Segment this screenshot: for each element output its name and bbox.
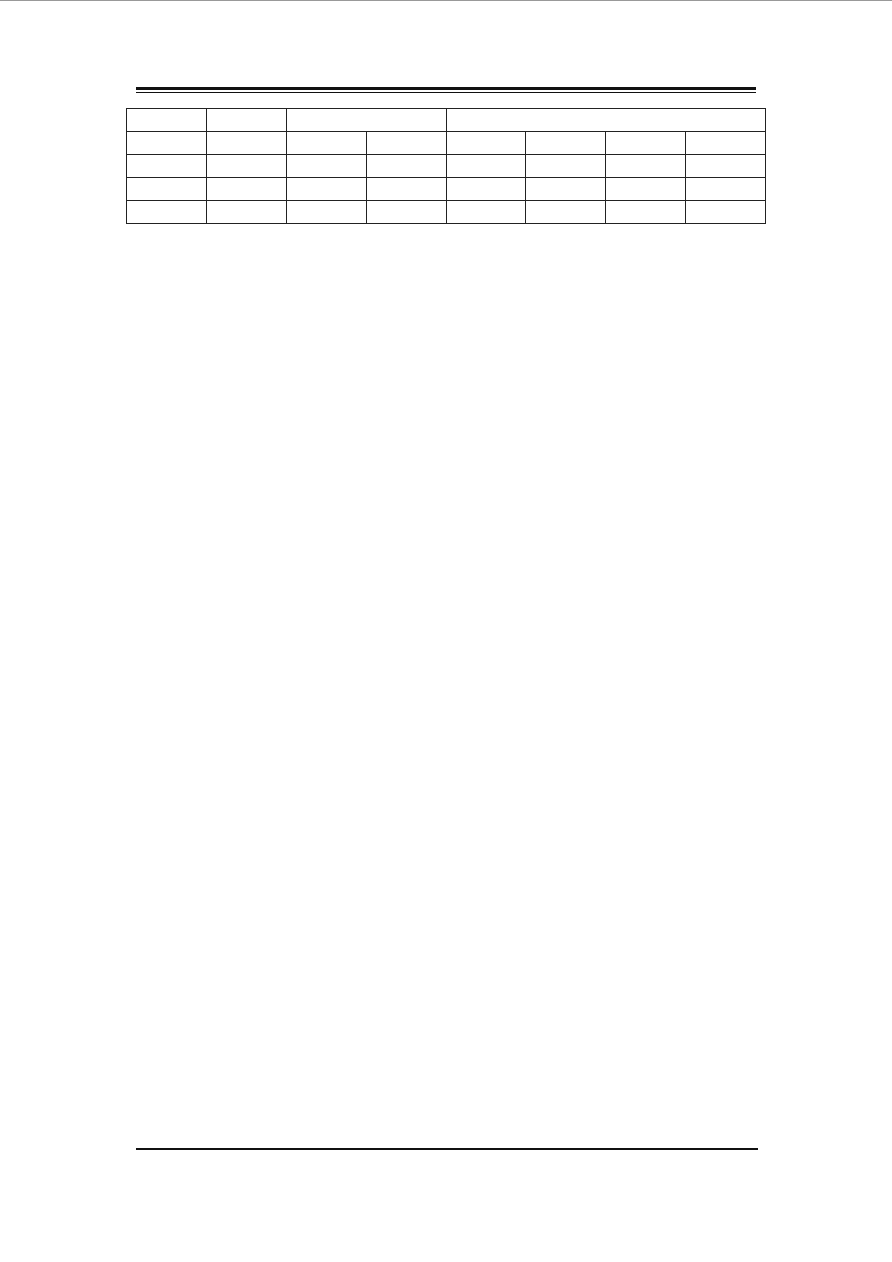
page-footer — [136, 1148, 758, 1176]
table-header-cell — [446, 109, 766, 132]
measures-table — [126, 108, 766, 224]
table-cell — [286, 155, 366, 178]
table-cell — [606, 201, 686, 224]
table-cell — [366, 132, 446, 155]
table-cell — [526, 155, 606, 178]
table-cell — [206, 132, 286, 155]
footer-rule — [136, 1148, 758, 1150]
body-paragraph — [136, 380, 758, 415]
table-cell — [206, 201, 286, 224]
table-header-cell — [127, 109, 207, 132]
table-cell — [286, 132, 366, 155]
table-cell — [127, 201, 207, 224]
table-cell — [366, 201, 446, 224]
header-rule-thin — [136, 92, 756, 93]
page-header — [136, 60, 756, 93]
table-cell — [127, 132, 207, 155]
table-cell — [366, 178, 446, 201]
table-row — [127, 155, 766, 178]
table-row — [127, 201, 766, 224]
table-cell — [686, 132, 766, 155]
table-cell — [446, 178, 526, 201]
table-cell — [686, 155, 766, 178]
table-cell — [446, 155, 526, 178]
table-cell — [526, 201, 606, 224]
table-cell — [286, 178, 366, 201]
table-cell — [606, 132, 686, 155]
table-header-cell — [286, 109, 446, 132]
table-row — [127, 132, 766, 155]
table-cell — [127, 155, 207, 178]
subsection-heading — [136, 345, 758, 380]
table-cell — [606, 155, 686, 178]
table-header-cell — [206, 109, 286, 132]
table-header-row — [127, 109, 766, 132]
table-cell — [686, 201, 766, 224]
table-cell — [446, 132, 526, 155]
subsection-heading — [136, 415, 758, 450]
page-top-border — [0, 0, 892, 1]
header-rule-thick — [136, 87, 756, 90]
footer-row — [136, 1158, 758, 1176]
body-paragraph — [136, 450, 758, 485]
body-paragraph — [136, 310, 758, 345]
table-cell — [606, 178, 686, 201]
section-title — [136, 60, 756, 79]
table-cell — [446, 201, 526, 224]
table-cell — [206, 155, 286, 178]
table-cell — [286, 201, 366, 224]
table-cell — [206, 178, 286, 201]
table-cell — [366, 155, 446, 178]
table-cell — [526, 178, 606, 201]
table-cell — [686, 178, 766, 201]
table-cell — [127, 178, 207, 201]
table-row — [127, 178, 766, 201]
table-cell — [526, 132, 606, 155]
body-text — [136, 310, 758, 485]
